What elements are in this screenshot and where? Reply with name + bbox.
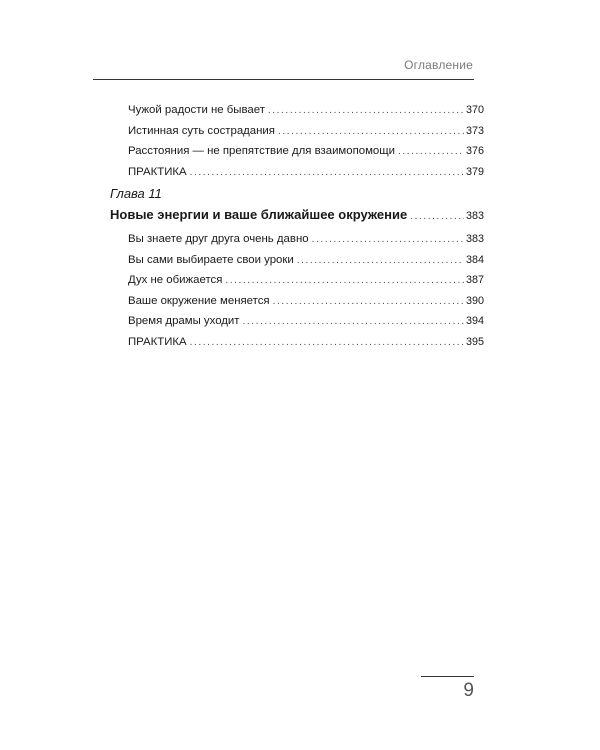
toc-entry-title: Расстояния — не препятствие для взаимопомощи bbox=[128, 145, 395, 157]
toc-entry-page: 383 bbox=[465, 233, 484, 245]
dot-leader bbox=[312, 230, 464, 251]
dot-leader bbox=[190, 163, 464, 184]
toc-entry-page: 379 bbox=[465, 165, 484, 178]
toc-entry[interactable] bbox=[128, 270, 484, 291]
dot-leader bbox=[225, 271, 464, 292]
toc-entry[interactable] bbox=[128, 121, 484, 142]
footer-rule bbox=[421, 676, 474, 677]
toc-entry-page: 390 bbox=[465, 294, 484, 307]
toc-entry-page: 387 bbox=[465, 274, 484, 286]
toc-entry-page: 376 bbox=[465, 145, 484, 157]
dot-leader bbox=[243, 312, 464, 333]
toc-section-2 bbox=[128, 229, 484, 352]
page-number: 9 bbox=[463, 680, 474, 701]
dot-leader bbox=[268, 101, 464, 122]
toc-entry[interactable] bbox=[128, 291, 484, 312]
toc-entry[interactable] bbox=[128, 250, 484, 271]
toc-entry-title: Чужой радости не бывает bbox=[128, 104, 265, 116]
toc-entry-title: Дух не обижается bbox=[128, 274, 223, 286]
toc-entry-title: Время драмы уходит bbox=[128, 315, 240, 327]
toc-entry-title: Истинная суть сострадания bbox=[128, 124, 275, 137]
toc-entry[interactable] bbox=[128, 100, 484, 121]
toc-entry-page: 394 bbox=[465, 315, 484, 327]
toc-entry-title: Ваше окружение меняется bbox=[128, 294, 270, 307]
dot-leader bbox=[190, 333, 464, 354]
dot-leader bbox=[273, 292, 464, 313]
toc-entry[interactable] bbox=[128, 332, 484, 353]
dot-leader bbox=[297, 251, 464, 272]
dot-leader bbox=[398, 142, 464, 163]
toc-section-1 bbox=[128, 100, 484, 182]
chapter-label: Глава 11 bbox=[110, 186, 162, 201]
running-header: Оглавление bbox=[404, 58, 473, 72]
toc-entry-page: 370 bbox=[465, 104, 484, 116]
toc-entry[interactable] bbox=[128, 229, 484, 250]
toc-entry-title: ПРАКТИКА bbox=[128, 165, 187, 178]
toc-entry[interactable] bbox=[128, 162, 484, 183]
dot-leader bbox=[278, 122, 464, 143]
toc-entry-title: Вы сами выбираете свои уроки bbox=[128, 253, 294, 266]
toc-entry[interactable] bbox=[128, 141, 484, 162]
toc-entry[interactable] bbox=[128, 311, 484, 332]
chapter-title-entry[interactable] bbox=[110, 205, 484, 226]
toc-entry-page: 384 bbox=[465, 253, 484, 266]
toc-entry-title: Вы знаете друг друга очень давно bbox=[128, 233, 309, 245]
chapter-title: Новые энергии и ваше ближайшее окружение bbox=[110, 207, 408, 222]
toc-entry-title: ПРАКТИКА bbox=[128, 335, 187, 348]
toc-entry-page: 373 bbox=[465, 124, 484, 137]
chapter-page: 383 bbox=[465, 210, 484, 222]
dot-leader bbox=[410, 207, 464, 228]
header-rule bbox=[93, 79, 474, 80]
toc-entry-page: 395 bbox=[465, 335, 484, 348]
